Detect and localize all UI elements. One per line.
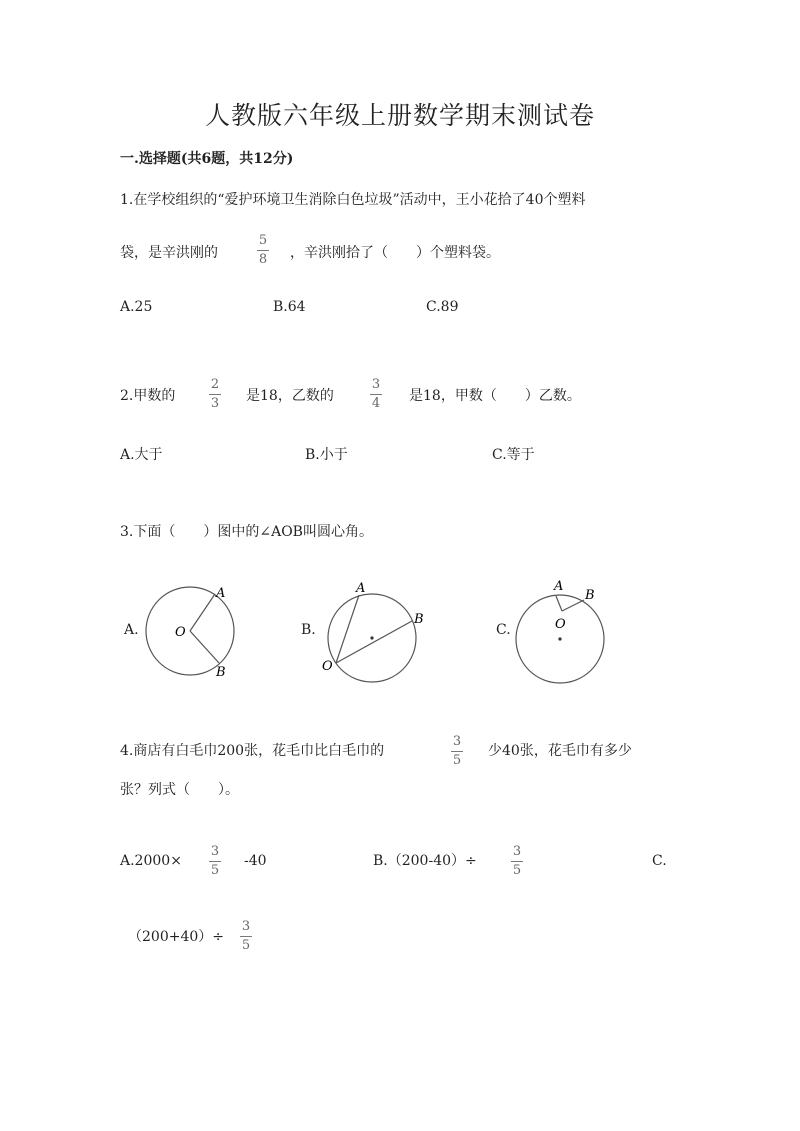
q1-option-c[interactable]: C.89	[426, 299, 459, 315]
fraction-denominator: 5	[210, 863, 220, 878]
fraction-numerator: 3	[210, 844, 220, 859]
segment-ob	[562, 600, 584, 611]
fraction-numerator: 3	[241, 919, 251, 934]
q2-part1: 2.甲数的	[120, 388, 176, 404]
fraction-denominator: 5	[452, 753, 462, 768]
q2-fraction-1	[209, 378, 221, 411]
q4-option-c-label[interactable]: C.	[652, 853, 667, 869]
q2-part2: 是18，乙数的	[246, 388, 334, 404]
q4-part2: 少40张，花毛巾有多少	[488, 743, 632, 759]
q2-part3: 是18，甲数（ ）乙数。	[409, 388, 581, 404]
q4-option-a-fraction	[209, 845, 221, 878]
label-b: B	[585, 588, 595, 603]
fraction-bar	[511, 861, 523, 862]
center-dot	[558, 637, 561, 640]
q1-fraction	[257, 234, 269, 267]
fraction-bar	[370, 394, 382, 395]
q3-option-b-label[interactable]: B.	[301, 622, 316, 638]
q3-figure-c[interactable]	[508, 575, 618, 690]
radius-oa	[190, 594, 215, 631]
label-o: O	[322, 659, 333, 674]
q4-option-c[interactable]: （200+40）÷	[128, 929, 224, 945]
fraction-numerator: 3	[371, 377, 381, 392]
q1-line2b: ，辛洪刚拾了（ ）个塑料袋。	[290, 245, 500, 261]
fraction-numerator: 2	[210, 377, 220, 392]
center-dot	[370, 636, 373, 639]
page-title: 人教版六年级上册数学期末测试卷	[204, 101, 595, 130]
radius-ob	[190, 631, 219, 663]
q3-option-a-label[interactable]: A.	[124, 622, 139, 638]
q4-option-b-fraction	[511, 845, 523, 878]
q4-option-c-fraction	[240, 920, 252, 953]
q4-option-a-tail: -40	[244, 853, 267, 869]
q2-option-b[interactable]: B.小于	[305, 447, 348, 463]
fraction-denominator: 5	[512, 863, 522, 878]
fraction-denominator: 4	[371, 396, 381, 411]
label-b: B	[216, 665, 226, 680]
q2-option-c[interactable]: C.等于	[492, 447, 535, 463]
q1-option-a[interactable]: A.25	[120, 299, 153, 315]
q4-part1: 4.商店有白毛巾200张，花毛巾比白毛巾的	[120, 743, 385, 759]
label-o: O	[555, 617, 566, 632]
label-a: A	[216, 586, 226, 601]
q4-fraction	[451, 735, 463, 768]
fraction-bar	[257, 250, 269, 251]
q4-line2: 张？列式（ ）。	[120, 782, 239, 798]
q4-option-b[interactable]: B.（200-40）÷	[373, 853, 477, 869]
label-a: A	[356, 581, 366, 596]
label-o: O	[175, 625, 186, 640]
fraction-bar	[209, 394, 221, 395]
q1-line2a: 袋，是辛洪刚的	[120, 245, 218, 261]
q1-line1: 1.在学校组织的“爱护环境卫生消除白色垃圾”活动中，王小花拾了40个塑料	[120, 192, 586, 208]
fraction-numerator: 5	[258, 233, 268, 248]
section-header: 一.选择题(共6题，共12分)	[120, 151, 294, 167]
q4-option-a[interactable]: A.2000×	[120, 853, 182, 869]
q3-text: 3.下面（ ）图中的∠AOB叫圆心角。	[120, 524, 373, 540]
fraction-numerator: 3	[452, 734, 462, 749]
label-b: B	[414, 612, 424, 627]
fraction-bar	[209, 861, 221, 862]
q2-fraction-2	[370, 378, 382, 411]
fraction-numerator: 3	[512, 844, 522, 859]
q2-option-a[interactable]: A.大于	[120, 447, 163, 463]
fraction-denominator: 5	[241, 938, 251, 953]
q3-figure-a[interactable]	[140, 580, 250, 680]
fraction-bar	[240, 936, 252, 937]
label-a: A	[554, 579, 564, 594]
q3-figure-b[interactable]	[312, 577, 432, 687]
fraction-denominator: 3	[210, 396, 220, 411]
q1-option-b[interactable]: B.64	[273, 299, 306, 315]
fraction-denominator: 8	[258, 252, 268, 267]
chord-ob	[336, 621, 412, 663]
q3-option-c-label[interactable]: C.	[496, 622, 511, 638]
segment-oa	[556, 596, 562, 611]
fraction-bar	[451, 751, 463, 752]
